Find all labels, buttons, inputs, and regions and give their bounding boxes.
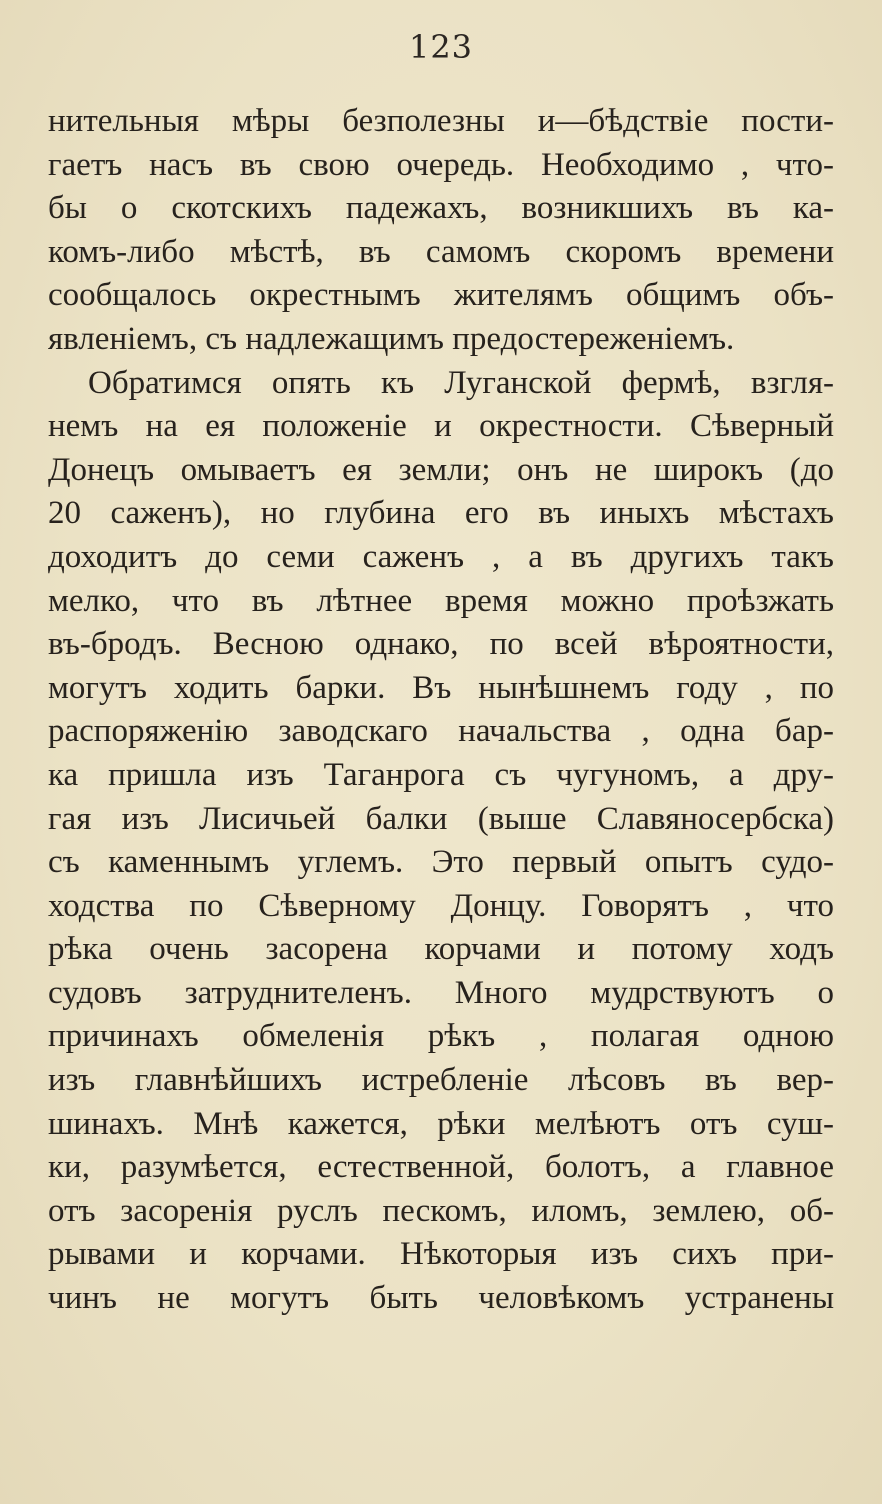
text-line: 20 саженъ), но глубина его въ иныхъ мѣстахъ: [48, 495, 834, 532]
text-line: ходства по Сѣверному Донцу. Говорятъ , что: [48, 887, 834, 924]
text-line: могутъ ходить барки. Въ нынѣшнемъ году , по: [48, 669, 834, 706]
text-line: бы о скотскихъ падежахъ, возникшихъ въ ка-: [48, 190, 834, 227]
text-line: Донецъ омываетъ ея земли; онъ не широкъ (до: [48, 451, 834, 488]
text-line: мелко, что въ лѣтнее время можно проѣзжать: [48, 582, 834, 619]
text-line: отъ засоренія руслъ пескомъ, иломъ, землею, об-: [48, 1192, 834, 1229]
text-line: рѣка очень засорена корчами и потому ходъ: [48, 931, 834, 968]
text-line: комъ-либо мѣстѣ, въ самомъ скоромъ времени: [48, 233, 834, 270]
text-line: ки, разумѣется, естественной, болотъ, а главное: [48, 1149, 834, 1186]
text-line: рывами и корчами. Нѣкоторыя изъ сихъ при-: [48, 1236, 834, 1273]
text-line: доходитъ до семи саженъ , а въ другихъ такъ: [48, 538, 834, 575]
text-line: распоряженію заводскаго начальства , одна бар-: [48, 713, 834, 750]
text-line: гая изъ Лисичьей балки (выше Славяносербска): [48, 800, 834, 837]
text-line: изъ главнѣйшихъ истребленіе лѣсовъ въ вер-: [48, 1062, 834, 1099]
body-text: [48, 100, 834, 1321]
text-line: чинъ не могутъ быть человѣкомъ устранены: [48, 1280, 834, 1317]
text-line: съ каменнымъ углемъ. Это первый опытъ судо-: [48, 844, 834, 881]
text-line: причинахъ обмеленія рѣкъ , полагая одною: [48, 1018, 834, 1055]
text-line: шинахъ. Мнѣ кажется, рѣки мелѣютъ отъ суш-: [48, 1105, 834, 1142]
page-number: 123: [408, 28, 474, 66]
text-line: ка пришла изъ Таганрога съ чугуномъ, а дру-: [48, 756, 834, 793]
text-line: сообщалось окрестнымъ жителямъ общимъ объ-: [48, 277, 834, 314]
text-line: явленіемъ, съ надлежащимъ предостереженіемъ.: [48, 320, 735, 357]
text-line: нительныя мѣры безполезны и—бѣдствіе пости-: [48, 103, 834, 139]
text-line: гаетъ насъ въ свою очередь. Необходимо , что-: [48, 146, 834, 183]
text-line: судовъ затруднителенъ. Много мудрствуютъ о: [48, 974, 834, 1011]
text-line: Обратимся опять къ Луганской фермѣ, взгля-: [88, 364, 834, 401]
text-line: въ-бродъ. Весною однако, по всей вѣроятности,: [48, 626, 834, 663]
text-line: немъ на ея положеніе и окрестности. Сѣверный: [48, 408, 834, 445]
